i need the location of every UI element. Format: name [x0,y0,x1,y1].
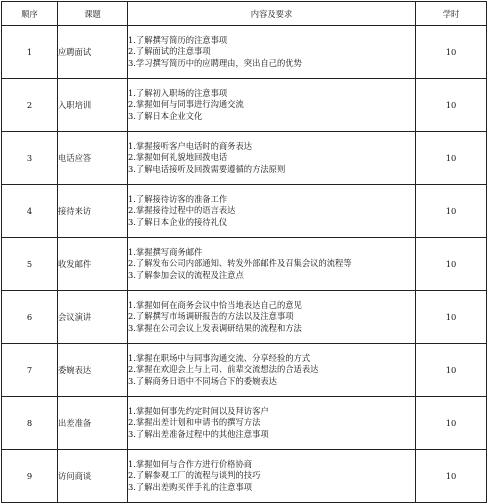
content-line: 2.了解面试的注意事项 [128,46,211,57]
row-number: 4 [2,185,58,238]
row-number: 6 [2,291,58,344]
content-line: 2.掌握在欢迎会上与上司、前辈交流想法的合适表达 [128,364,319,375]
header-hours: 学时 [416,2,487,26]
row-content [128,132,416,185]
row-hours: 10 [416,132,487,185]
content-line: 2.掌握如何与同事进行沟通交流 [128,99,244,110]
content-line: 2.掌握接待过程中的语言表达 [128,205,236,216]
table-row [2,79,487,132]
row-topic: 委婉表达 [58,344,128,397]
table-row [2,238,487,291]
row-content [128,397,416,450]
row-topic: 接待来访 [58,185,128,238]
content-line: 1.掌握在职场中与同事沟通交流、分享经验的方式 [128,353,311,364]
course-table [1,1,487,503]
content-line: 2.了解参观工厂的流程与谈判的技巧 [128,470,261,481]
content-line: 3.了解电话接听及回拨需要遵循的方法原则 [128,163,286,174]
content-line: 1.掌握如何事先约定时间以及拜访客户 [128,406,269,417]
content-line: 1.了解接待访客的准备工作 [128,194,228,205]
content-line: 1.掌握如何与合作方进行价格协商 [128,459,253,470]
content-line: 3.了解日本企业文化 [128,110,203,121]
header-topic: 课题 [58,2,128,26]
table-row [2,132,487,185]
row-number: 5 [2,238,58,291]
content-line: 2.掌握如何礼貌地回拨电话 [128,152,228,163]
row-topic: 电话应答 [58,132,128,185]
table-body [2,26,487,503]
row-topic: 出差准备 [58,397,128,450]
row-topic: 会议演讲 [58,291,128,344]
row-content [128,26,416,79]
table-header-row [2,2,487,26]
content-line: 3.了解出差购买伴手礼的注意事项 [128,481,253,492]
row-number: 7 [2,344,58,397]
content-line: 1.掌握撰写商务邮件 [128,247,203,258]
row-content [128,185,416,238]
row-hours: 10 [416,344,487,397]
content-line: 3.了解日本企业的接待礼仪 [128,216,228,227]
table-row [2,291,487,344]
header-content: 内容及要求 [128,2,416,26]
content-line: 1.掌握接听客户电话时的商务表达 [128,141,253,152]
table-row [2,26,487,79]
table-row [2,344,487,397]
content-line: 2.了解发布公司内部通知、转发外部邮件及召集会议的流程等 [128,258,352,269]
row-topic: 应聘面试 [58,26,128,79]
content-line: 3.了解出差准备过程中的其他注意事项 [128,428,269,439]
content-line: 2.了解撰写市场调研报告的方法以及注意事项 [128,311,294,322]
row-content [128,238,416,291]
table-row [2,185,487,238]
row-content [128,344,416,397]
row-number: 9 [2,450,58,503]
row-content [128,79,416,132]
content-line: 3.掌握在公司会议上发表调研结果的流程和方法 [128,322,302,333]
row-hours: 10 [416,26,487,79]
content-line: 1.掌握如何在商务会议中恰当地表达自己的意见 [128,300,302,311]
row-number: 8 [2,397,58,450]
content-line: 1.了解撰写简历的注意事项 [128,35,228,46]
content-line: 3.学习撰写简历中的应聘理由，突出自己的优势 [128,57,302,68]
row-hours: 10 [416,238,487,291]
row-number: 2 [2,79,58,132]
row-hours: 10 [416,291,487,344]
row-hours: 10 [416,79,487,132]
table-row [2,450,487,503]
content-line: 3.了解商务日语中不同场合下的委婉表达 [128,375,277,386]
content-line: 3.了解参加会议的流程及注意点 [128,269,244,280]
row-hours: 10 [416,450,487,503]
row-content [128,291,416,344]
header-no: 顺序 [2,2,58,26]
row-number: 3 [2,132,58,185]
row-topic: 访问商谈 [58,450,128,503]
row-hours: 10 [416,185,487,238]
content-line: 1.了解初入职场的注意事项 [128,88,228,99]
row-topic: 收发邮件 [58,238,128,291]
table-row [2,397,487,450]
content-line: 2.掌握出差计划和申请书的撰写方法 [128,417,261,428]
row-content [128,450,416,503]
row-hours: 10 [416,397,487,450]
row-number: 1 [2,26,58,79]
row-topic: 入职培训 [58,79,128,132]
